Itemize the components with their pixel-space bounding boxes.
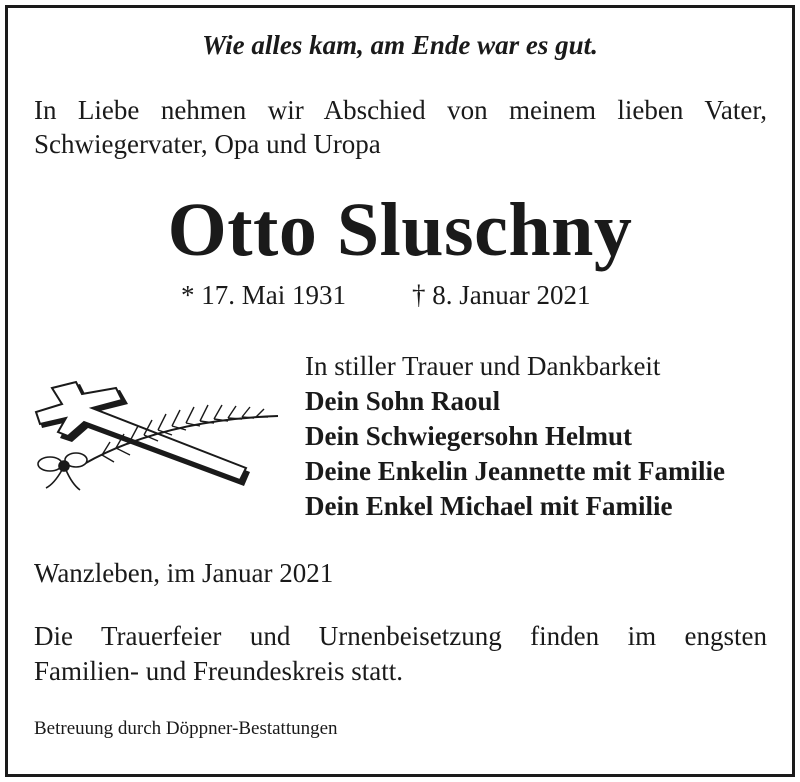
funeral-note-line-1: Die Trauerfeier und Urnenbeisetzung finden im engsten	[34, 621, 767, 651]
intro-line-1: In Liebe nehmen wir Abschied von meinem lieben Vater,	[34, 95, 767, 125]
funeral-note	[34, 619, 767, 689]
mourners-block	[305, 349, 725, 524]
birth-date: * 17. Mai 1931	[181, 280, 346, 310]
mourners-intro: In stiller Trauer und Dankbarkeit	[305, 351, 661, 381]
mourner-name: Dein Sohn Raoul	[305, 386, 501, 416]
mourner-name: Dein Enkel Michael mit Familie	[305, 491, 673, 521]
funeral-note-line-2: Familien- und Freundeskreis statt.	[34, 656, 403, 686]
motto: Wie alles kam, am Ende war es gut.	[202, 30, 598, 60]
mourner-name: Dein Schwiegersohn Helmut	[305, 421, 632, 451]
death-date: † 8. Januar 2021	[412, 280, 591, 310]
service-note: Betreuung durch Döppner-Bestattungen	[34, 718, 338, 739]
place-date: Wanzleben, im Januar 2021	[34, 558, 334, 588]
mourner-name: Deine Enkelin Jeannette mit Familie	[305, 456, 725, 486]
intro-text	[34, 93, 767, 161]
deceased-name: Otto Sluschny	[167, 188, 633, 272]
cross-with-palm-icon	[32, 380, 284, 495]
intro-line-2: Schwiegervater, Opa und Uropa	[34, 129, 381, 159]
